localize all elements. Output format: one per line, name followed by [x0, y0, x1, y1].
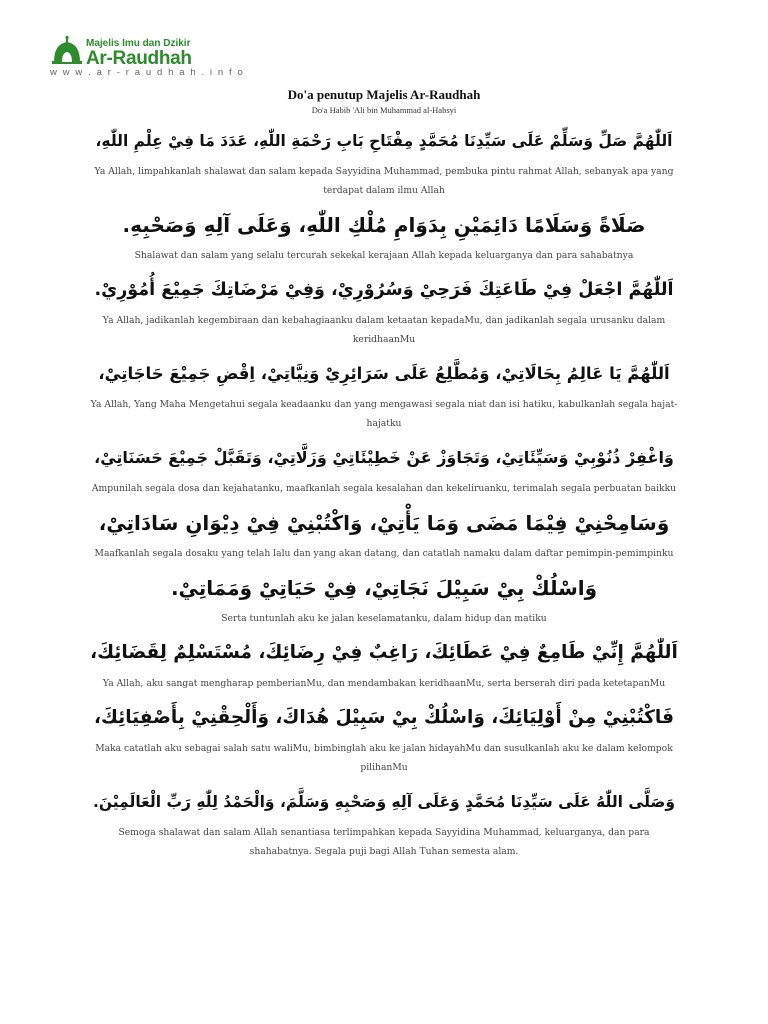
arabic-text: صَلَاةً وَسَلَامًا دَائِمَيْنِ بِدَوَامِ مُلْكِ اللّٰهِ، وَعَلَى آلِهِ وَصَحْبِهِ.	[122, 213, 646, 237]
arabic-text: اَللّٰهُمَّ يَا عَالِمُ بِحَالَاتِيْ، وَمُطَّلِعُ عَلَى سَرَائِرِيْ وَنِيَّاتِيْ، اِقْضِ جَمِيْعَ حَاجَاتِيْ،	[98, 364, 670, 383]
verse-block	[90, 508, 678, 563]
page-title: Do'a penutup Majelis Ar-Raudhah	[287, 87, 481, 102]
verse-block	[90, 210, 678, 265]
arabic-text: اَللّٰهُمَّ صَلِّ وَسَلِّمْ عَلَى سَيِّدِنَا مُحَمَّدٍ مِفْتَاحِ بَابِ رَحْمَةِ اللّٰهِ، عَدَدَ مَا فِيْ عِلْمِ اللّٰهِ،	[95, 132, 673, 150]
verse-block	[90, 275, 678, 349]
brand-tagline: Majelis Imu dan Dzikir	[86, 38, 191, 49]
verse-block	[90, 443, 678, 498]
translation-text: Shalawat dan salam yang selalu tercurah sekekal kerajaan Allah kepada keluarganya dan para sahabatnya	[134, 250, 634, 261]
verse-block	[90, 787, 678, 861]
translation-text: Ampunilah segala dosa dan kejahatanku, maafkanlah segala kesalahan dan kekeliruanku, terimalah segala perbuatan baikku	[91, 483, 677, 494]
brand-url[interactable]: w w w . a r - r a u d h a h . i n f o	[50, 67, 245, 78]
arabic-text: اَللّٰهُمَّ إِنِّيْ طَامِعٌ فِيْ عَطَائِكَ، رَاغِبٌ فِيْ رِضَائِكَ، مُسْتَسْلِمٌ لِقَضَائِكَ،	[90, 642, 678, 663]
translation-text: Ya Allah, aku sangat mengharap pemberianMu, dan mendambakan keridhaanMu, serta berserah diri pada ketetapanMu	[102, 678, 666, 689]
verse-list	[90, 126, 678, 861]
translation-text: Maka catatlah aku sebagai salah satu waliMu, bimbinglah aku ke jalan hidayahMu dan susulkanlah aku ke dalam kelompok pilihanMu	[95, 743, 673, 773]
translation-text: Maafkanlah segala dosaku yang telah lalu dan yang akan datang, dan catatlah namaku dalam daftar pemimpin-pemimpinku	[94, 548, 674, 559]
mosque-dome-icon	[50, 36, 84, 66]
verse-block	[90, 573, 678, 628]
arabic-text: وَاغْفِرْ ذُنُوْبِيْ وَسَيِّئَاتِيْ، وَتَجَاوَزْ عَنْ خَطِيْئَاتِيْ وَزَلَّاتِيْ، وَتَقَبَّلْ جَمِيْعَ حَسَنَاتِيْ،	[94, 448, 674, 467]
translation-text: Ya Allah, limpahkanlah shalawat dan salam kepada Sayyidina Muhammad, pembuka pintu rahmat Allah, sebanyak apa yang terdapat dalam ilmu Allah	[94, 166, 674, 196]
arabic-text: فَاكْتُبْنِيْ مِنْ أَوْلِيَائِكَ، وَاسْلُكْ بِيْ سَبِيْلَ هُدَاكَ، وَأَلْحِقْنِيْ بِأَصْفِيَائِكَ،	[94, 707, 674, 728]
verse-block	[90, 359, 678, 433]
verse-block	[90, 638, 678, 693]
arabic-text: اَللّٰهُمَّ اجْعَلْ فِيْ طَاعَتِكَ فَرَحِيْ وَسُرُوْرِيْ، وَفِيْ مَرْضَاتِكَ جَمِيْعَ أُمُوْرِيْ.	[94, 280, 674, 300]
translation-text: Serta tuntunlah aku ke jalan keselamatanku, dalam hidup dan matiku	[221, 613, 547, 624]
arabic-text: وَصَلَّى اللّٰهُ عَلَى سَيِّدِنَا مُحَمَّدٍ وَعَلَى آلِهِ وَصَحْبِهِ وَسَلَّمَ، وَالْحَمْدُ لِلّٰهِ رَبِّ الْعَالَمِيْنَ.	[92, 793, 676, 811]
translation-text: Ya Allah, jadikanlah kegembiraan dan kebahagiaanku dalam ketaatan kepadaMu, dan jadikanlah segala urusanku dalam keridhaanMu	[102, 315, 666, 345]
brand-header	[50, 34, 270, 82]
translation-text: Ya Allah, Yang Maha Mengetahui segala keadaanku dan yang mengawasi segala niat dan isi hatiku, kabulkanlah segala hajat-hajatku	[90, 399, 678, 429]
arabic-text: وَاسْلُكْ بِيْ سَبِيْلَ نَجَاتِيْ، فِيْ حَيَاتِيْ وَمَمَاتِيْ.	[170, 576, 598, 600]
page-subtitle: Do'a Habib 'Ali bin Muhammad al-Habsyi	[311, 105, 457, 115]
translation-text: Semoga shalawat dan salam Allah senantiasa terlimpahkan kepada Sayyidina Muhammad, keluarganya, dan para shahabatnya. Segala puji bagi Allah Tuhan semesta alam.	[118, 827, 650, 857]
document-body	[90, 86, 678, 861]
arabic-text: وَسَامِحْنِيْ فِيْمَا مَضَى وَمَا يَأْتِيْ، وَاكْتُبْنِيْ فِيْ دِيْوَانِ سَادَاتِيْ،	[98, 511, 670, 535]
verse-block	[90, 703, 678, 777]
brand-name: Ar-Raudhah	[86, 48, 192, 69]
verse-block	[90, 126, 678, 200]
